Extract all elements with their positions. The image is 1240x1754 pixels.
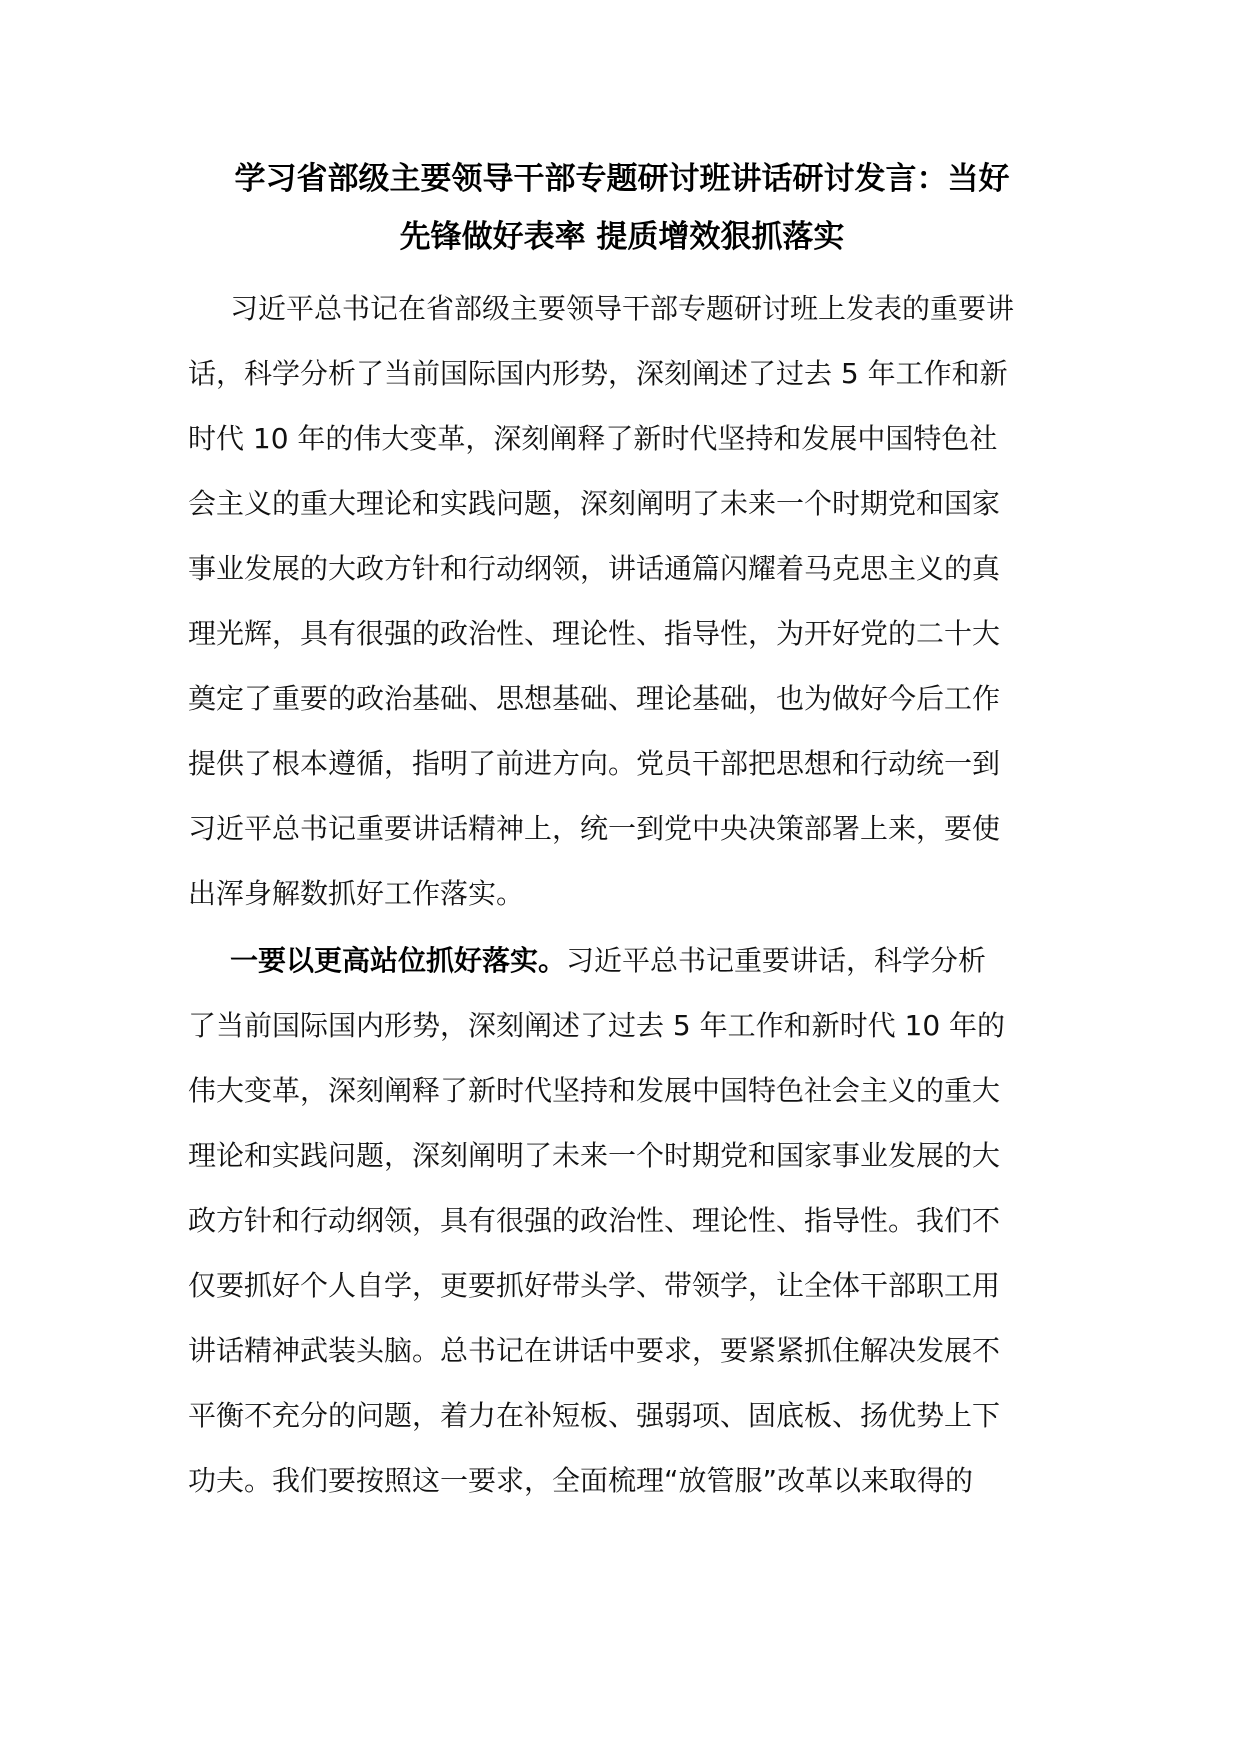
section-1-lead-heading: 一要以更高站位抓好落实。 bbox=[230, 944, 567, 977]
title-line-2: 先锋做好表率 提质增效狠抓落实 bbox=[399, 219, 845, 255]
intro-line: 话，科学分析了当前国际国内形势，深刻阐述了过去 5 年工作和新 bbox=[188, 357, 1008, 390]
section-1-line: 政方针和行动纲领，具有很强的政治性、理论性、指导性。我们不 bbox=[188, 1204, 1001, 1237]
intro-line: 会主义的重大理论和实践问题，深刻阐明了未来一个时期党和国家 bbox=[188, 487, 1001, 520]
section-1-first-line bbox=[188, 928, 1056, 993]
intro-line: 奠定了重要的政治基础、思想基础、理论基础，也为做好今后工作 bbox=[188, 682, 1001, 715]
section-1-line: 伟大变革，深刻阐释了新时代坚持和发展中国特色社会主义的重大 bbox=[188, 1074, 1001, 1107]
section-1-line: 理论和实践问题，深刻阐明了未来一个时期党和国家事业发展的大 bbox=[188, 1139, 1001, 1172]
section-1-line: 仅要抓好个人自学，更要抓好带头学、带领学，让全体干部职工用 bbox=[188, 1269, 1001, 1302]
intro-line: 时代 10 年的伟大变革，深刻阐释了新时代坚持和发展中国特色社 bbox=[188, 422, 998, 455]
document-page bbox=[188, 150, 1056, 1513]
section-1-line: 讲话精神武装头脑。总书记在讲话中要求，要紧紧抓住解决发展不 bbox=[188, 1334, 1001, 1367]
section-1-line: 了当前国际国内形势，深刻阐述了过去 5 年工作和新时代 10 年的 bbox=[188, 1009, 1006, 1042]
intro-line: 出浑身解数抓好工作落实。 bbox=[188, 877, 525, 910]
section-1-first-line-text: 习近平总书记重要讲话，科学分析 bbox=[566, 944, 987, 977]
intro-line: 习近平总书记在省部级主要领导干部专题研讨班上发表的重要讲 bbox=[230, 292, 1015, 325]
section-1-paragraph bbox=[188, 928, 1056, 1513]
intro-paragraph bbox=[188, 276, 1056, 926]
intro-line: 习近平总书记重要讲话精神上，统一到党中央决策部署上来，要使 bbox=[188, 812, 1001, 845]
intro-line: 事业发展的大政方针和行动纲领，讲话通篇闪耀着马克思主义的真 bbox=[188, 552, 1001, 585]
intro-line: 理光辉，具有很强的政治性、理论性、指导性，为开好党的二十大 bbox=[188, 617, 1001, 650]
document-title bbox=[188, 150, 1056, 266]
section-1-line: 平衡不充分的问题，着力在补短板、强弱项、固底板、扬优势上下 bbox=[188, 1399, 1001, 1432]
title-line-1: 学习省部级主要领导干部专题研讨班讲话研讨发言：当好 bbox=[234, 161, 1010, 197]
intro-line: 提供了根本遵循，指明了前进方向。党员干部把思想和行动统一到 bbox=[188, 747, 1001, 780]
section-1-line: 功夫。我们要按照这一要求，全面梳理“放管服”改革以来取得的 bbox=[188, 1464, 974, 1497]
